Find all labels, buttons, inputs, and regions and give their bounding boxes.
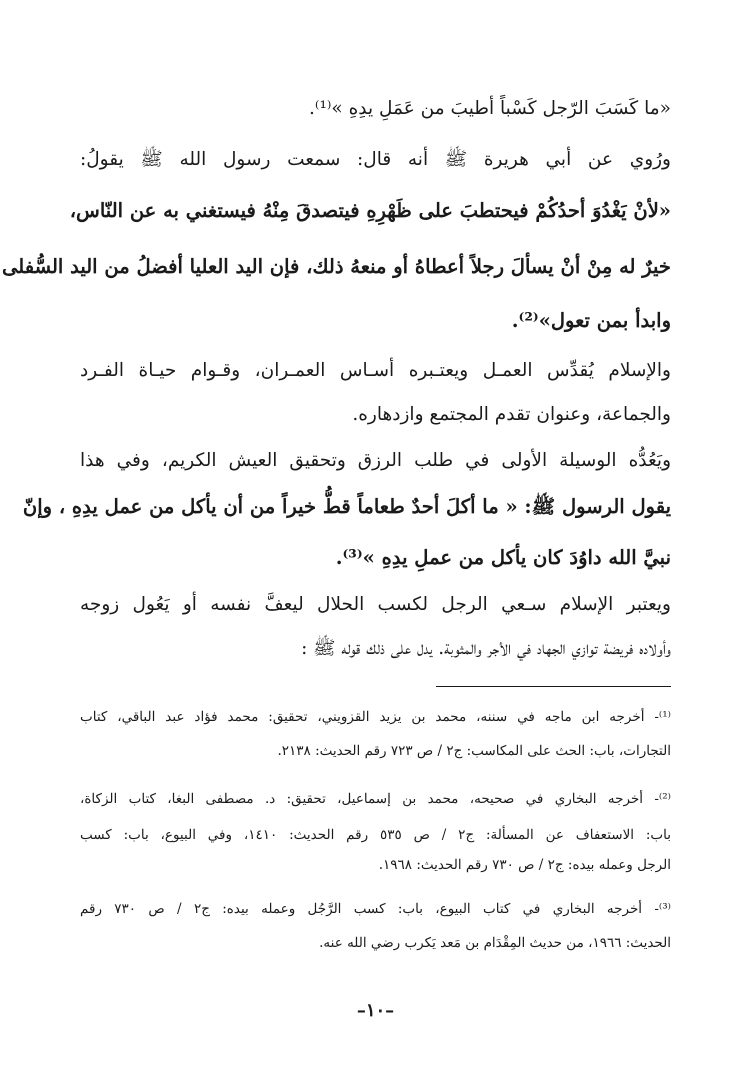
paragraph-1-line-1: والإسلام يُقدِّس العمـل ويعتـبره أسـاس العمـران، وقـوام حيـاة الفـرد	[80, 360, 671, 381]
paragraph-1-line-2: والجماعة، وعنوان تقدم المجتمع وازدهاره.	[352, 404, 671, 425]
footnote-1-line-2: التجارات، باب: الحث على المكاسب: ج٢ / ص ٧٢٣ رقم الحديث: ٢١٣٨.	[277, 743, 671, 759]
footnote-1-line-1: ⁽¹⁾- أخرجه ابن ماجه في سننه، محمد بن يزيد القزويني، تحقيق: محمد فؤاد عبد الباقي، كتاب	[80, 709, 671, 725]
footnote-2-line-1: ⁽²⁾- أخرجه البخاري في صحيحه، محمد بن إسماعيل، تحقيق: د. مصطفى البغا، كتاب الزكاة،	[80, 791, 671, 807]
footnote-2-line-2: باب: الاستعفاف عن المسألة: ج٢ / ص ٥٣٥ رقم الحديث: ١٤١٠، وفي البيوع، باب: كسب	[80, 827, 672, 843]
hadith-2-line-3: وابدأ بمن تعول»⁽²⁾.	[511, 309, 671, 332]
paragraph-2-line-2: يقول الرسول ﷺ: « ما أكلَ أحدٌ طعاماً قطُّ خيراً من أن يأكل من عمل يدِهِ ، وإنّ	[22, 495, 671, 518]
footnote-separator	[436, 686, 671, 687]
paragraph-3-line-1: ويعتبر الإسلام سـعي الرجل لكسب الحلال ليعفَّ نفسه أو يَعُول زوجه	[80, 594, 671, 615]
hadith-quote-1: «ما كَسَبَ الرّجل كَسْباً أطيبَ من عَمَلِ يدِهِ »⁽¹⁾.	[309, 98, 671, 119]
hadith-2-line-1: «لأنْ يَغْدُوَ أحدُكُمْ فيحتطبَ على ظَهْرِهِ فيتصدقَ مِنْهُ فيستغني به عن النّاس،	[69, 199, 671, 222]
footnote-3-line-1: ⁽³⁾- أخرجه البخاري في كتاب البيوع، باب: كسب الرَّجُل وعمله بيده: ج٢ / ص ٧٣٠ رقم	[80, 901, 671, 917]
hadith-2-line-2: خيرٌ له مِنْ أنْ يسألَ رجلاً أعطاهُ أو منعهُ ذلك، فإن اليد العليا أفضلُ من اليد السُّفلى	[2, 255, 671, 278]
paragraph-2-line-1: ويَعُدُّه الوسيلة الأولى في طلب الرزق وتحقيق العيش الكريم، وفي هذا	[80, 450, 671, 471]
paragraph-2-line-3: نبيَّ الله داوُدَ كان يأكل من عملِ يدِهِ »⁽³⁾.	[335, 546, 671, 569]
footnote-3-line-2: الحديث: ١٩٦٦، من حديث المِقْدَام بن مَعد يَكرب رضي الله عنه.	[319, 935, 671, 951]
footnote-2-line-3: الرجل وعمله بيده: ج٢ / ص ٧٣٠ رقم الحديث: ١٩٦٨.	[378, 857, 671, 873]
narration-intro: ورُوي عن أبي هريرة ﷺ أنه قال: سمعت رسول الله ﷺ يقولُ:	[80, 149, 671, 170]
page-number: –١٠–	[356, 1000, 395, 1021]
paragraph-3-line-2: وأولاده فريضة توازي الجهاد في الأجر والمثوبة. يدل على ذلك قوله ﷺ :	[301, 638, 671, 659]
